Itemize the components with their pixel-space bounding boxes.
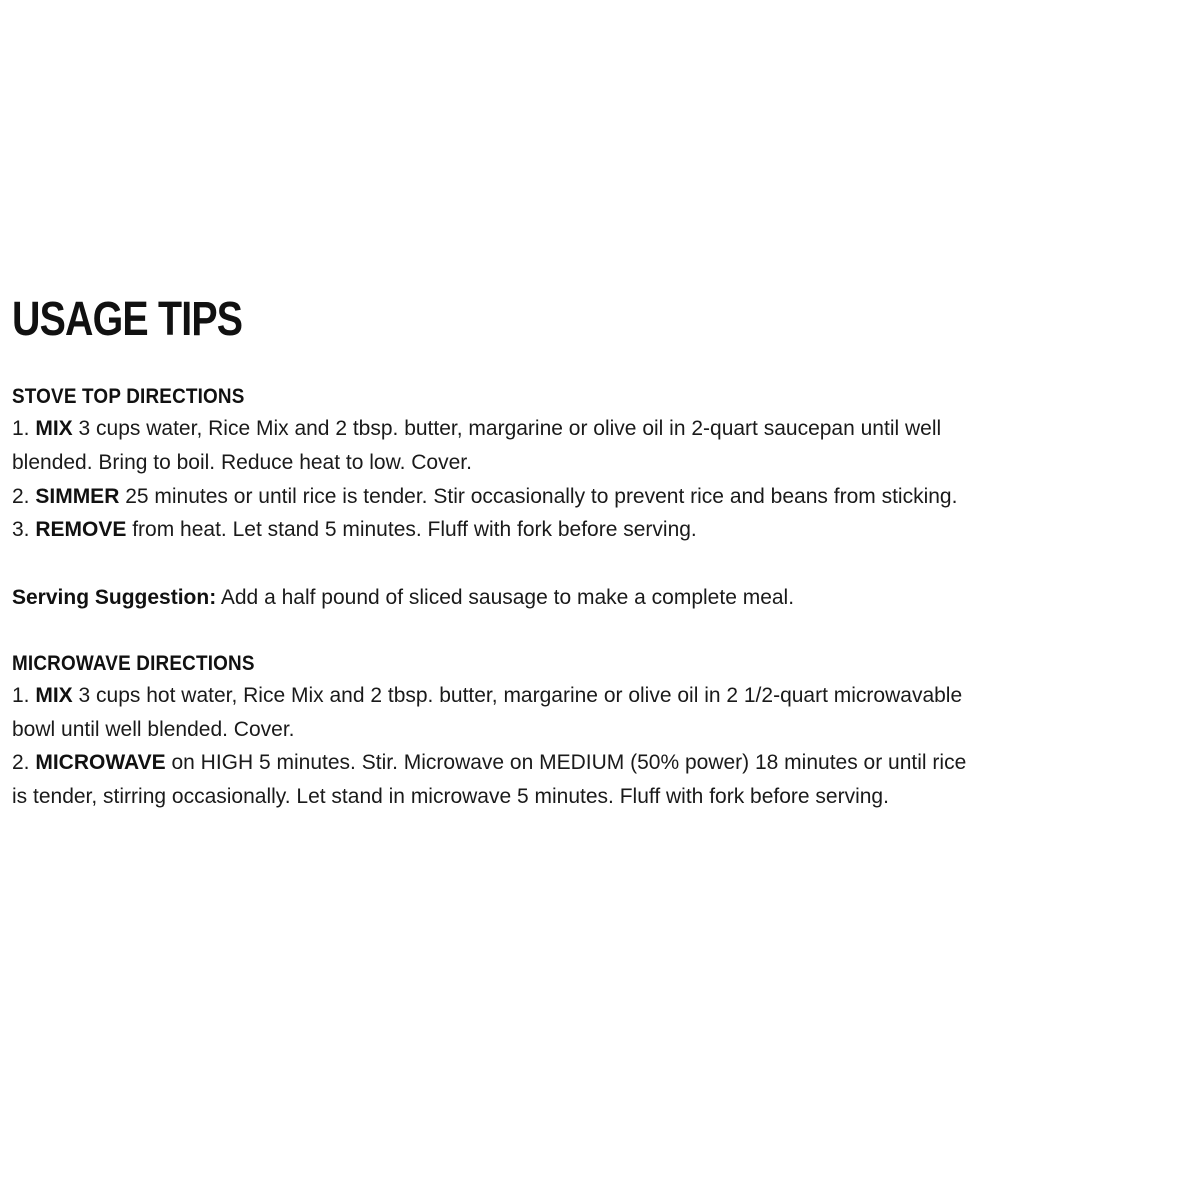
- serving-suggestion: [12, 581, 972, 615]
- step-keyword: MICROWAVE: [35, 751, 166, 775]
- step-number: 3.: [12, 518, 30, 542]
- microwave-section: [12, 649, 972, 814]
- step-keyword: MIX: [35, 683, 73, 707]
- microwave-heading: MICROWAVE DIRECTIONS: [12, 651, 255, 675]
- stove-step-3: [12, 513, 972, 547]
- page-title: USAGE TIPS: [12, 293, 243, 346]
- stove-step-2: [12, 480, 972, 514]
- step-text: 3 cups water, Rice Mix and 2 tbsp. butter, margarine or olive oil in 2-quart saucepan until well blended. Bring to boil. Reduce heat to low. Cover.: [12, 417, 942, 474]
- microwave-step-2: [12, 746, 972, 814]
- microwave-step-1: [12, 679, 972, 747]
- stove-top-section: [12, 382, 972, 547]
- step-keyword: REMOVE: [35, 518, 127, 542]
- step-number: 1.: [12, 417, 30, 440]
- serving-suggestion-text: Add a half pound of sliced sausage to make a complete meal.: [220, 585, 795, 609]
- step-number: 1.: [12, 683, 30, 707]
- step-text: on HIGH 5 minutes. Stir. Microwave on MEDIUM (50% power) 18 minutes or until rice is tender, stirring occasionally. Let stand in microwave 5 minutes. Fluff with fork before serving.: [12, 751, 967, 809]
- usage-tips-content: [12, 292, 972, 814]
- step-text: 25 minutes or until rice is tender. Stir occasionally to prevent rice and beans from sticking.: [125, 484, 958, 508]
- step-text: from heat. Let stand 5 minutes. Fluff with fork before serving.: [132, 518, 697, 542]
- step-keyword: MIX: [35, 417, 73, 440]
- step-keyword: SIMMER: [35, 484, 120, 508]
- step-text: 3 cups hot water, Rice Mix and 2 tbsp. butter, margarine or olive oil in 2 1/2-quart microwavable bowl until well blended. Cover.: [12, 683, 963, 741]
- step-number: 2.: [12, 751, 30, 775]
- step-number: 2.: [12, 484, 30, 508]
- stove-step-1: [12, 412, 972, 480]
- serving-suggestion-label: Serving Suggestion:: [12, 585, 217, 609]
- stove-top-heading: STOVE TOP DIRECTIONS: [12, 385, 245, 408]
